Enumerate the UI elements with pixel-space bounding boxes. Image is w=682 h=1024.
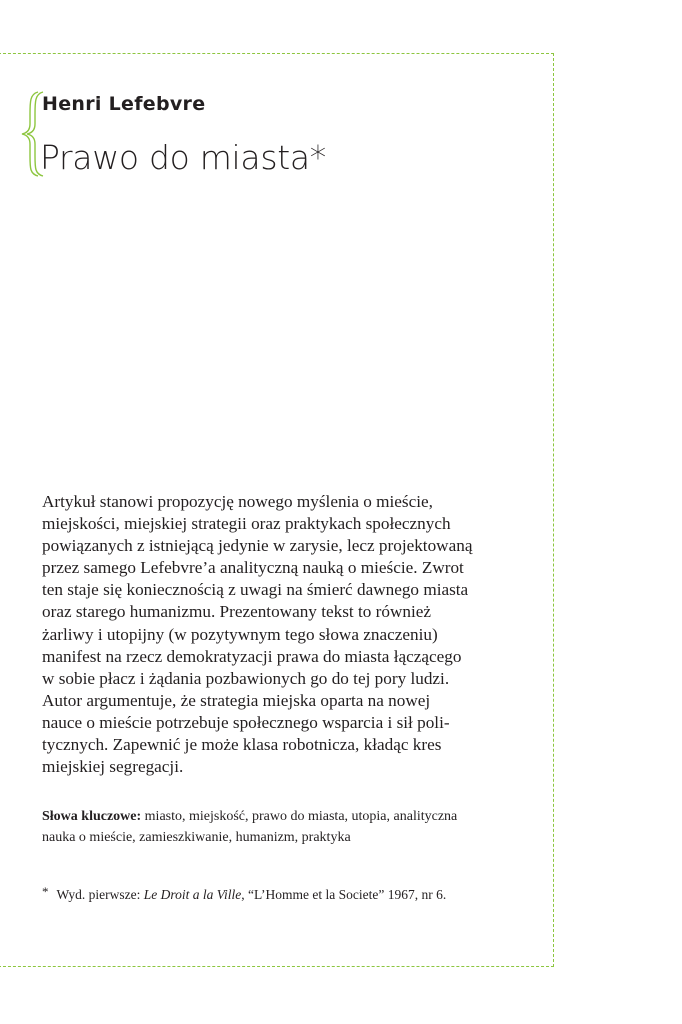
footnote-suffix: , “L’Homme et la Societe” 1967, nr 6.: [241, 887, 447, 902]
keywords-list-part2: nauka o mieście, zamieszkiwanie, humanizm, praktyka: [42, 830, 351, 845]
abstract-line: Autor argumentuje, że strategia miejska oparta na nowej: [42, 690, 431, 710]
footnote-mark: *: [42, 884, 49, 899]
abstract-line: Artykuł stanowi propozycję nowego myślenia o mieście,: [42, 492, 433, 511]
footnote: [42, 886, 446, 904]
abstract-line: miejskości, miejskiej strategii oraz praktykach społecznych: [42, 514, 451, 534]
keywords-label: Słowa kluczowe:: [42, 809, 142, 824]
abstract-line: miejskiej segregacji.: [42, 757, 184, 777]
abstract-line: żarliwy i utopijny (w pozytywnym tego słowa znaczeniu): [42, 624, 438, 644]
abstract-line: ten staje się koniecznością z uwagi na śmierć dawnego miasta: [42, 580, 469, 600]
abstract-line: oraz starego humanizmu. Prezentowany tekst to również: [42, 602, 431, 622]
abstract-line: przez samego Lefebvre’a analityczną nauką o mieście. Zwrot: [42, 558, 464, 578]
abstract-line: nauce o mieście potrzebuje społecznego wsparcia i sił poli-: [42, 712, 450, 732]
abstract-line: powiązanych z istniejącą jedynie w zarysie, lecz projektowaną: [42, 536, 473, 556]
abstract: [42, 491, 502, 778]
abstract-line: tycznych. Zapewnić je może klasa robotnicza, kładąc kres: [42, 735, 442, 755]
footnote-prefix: Wyd. pierwsze:: [56, 887, 144, 902]
abstract-line: w sobie płacz i żądania pozbawionych go do tej pory ludzi.: [42, 668, 450, 688]
keywords-list-part1: miasto, miejskość, prawo do miasta, utopia, analityczna: [141, 809, 458, 824]
keywords-line: [42, 806, 512, 827]
author-name: Henri Lefebvre: [42, 93, 206, 115]
footnote-source-title: Le Droit a la Ville: [143, 887, 242, 902]
abstract-line: manifest na rzecz demokratyzacji prawa do miasta łączącego: [42, 646, 462, 666]
article-title: Prawo do miasta*: [40, 138, 326, 177]
keywords: [42, 806, 512, 848]
